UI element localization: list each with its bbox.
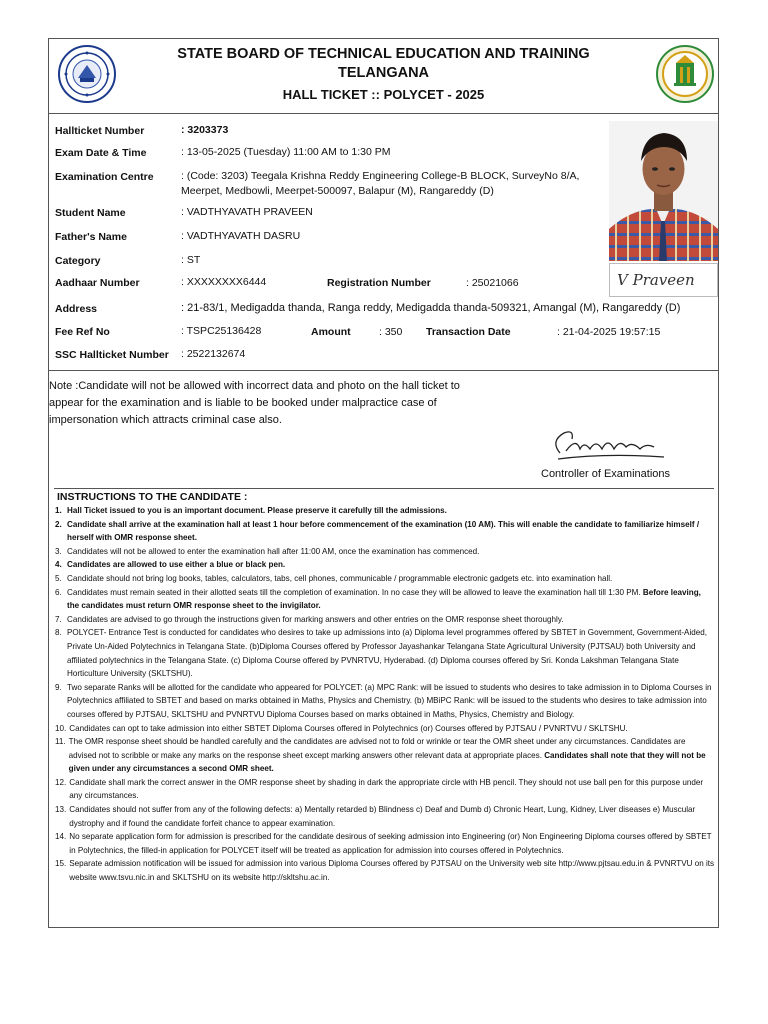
instruction-number: 4. xyxy=(55,560,62,570)
instruction-text: Separate admission notification will be issued for admission into various Diploma Courses offered by PJTSAU on the University web site http://www.pjtsau.edu.in & PVNRTVU on its website www.tsvu.nic.in and SKLTSHU on its website http://skltshu.ac.in. xyxy=(69,859,715,883)
instruction-item xyxy=(55,735,715,776)
instructions-title: INSTRUCTIONS TO THE CANDIDATE : xyxy=(57,491,248,503)
instruction-text-wrap xyxy=(69,735,715,776)
instruction-number: 7. xyxy=(55,614,62,624)
instruction-text: Candidates are allowed to use either a blue or black pen. xyxy=(67,560,286,570)
instruction-item xyxy=(55,586,715,613)
instruction-text: Two separate Ranks will be allotted for the candidate who appeared for POLYCET: (a) MPC Rank: will be issued to students who desires to take admission in to Diploma Courses in Polytechnics affiliated to SBTET and based on marks obtained in Maths, Physics and Chemistry. (b) MBiPC Rank: will be issued to the students who desires to take admission into courses offered by PJTSAU, SKLTSHU and PVNRTVU Diploma Courses based on marks obtained in Maths, Physics, Chemistry and Biology. xyxy=(67,682,712,719)
hall-ticket-sheet xyxy=(48,38,719,928)
instruction-number: 10. xyxy=(55,723,67,733)
instruction-item xyxy=(55,613,715,627)
instruction-number: 2. xyxy=(55,519,62,529)
instruction-item xyxy=(55,830,715,857)
registration-label: Registration Number xyxy=(327,277,431,289)
aadhaar-value: : XXXXXXXX6444 xyxy=(181,276,267,288)
instruction-number: 6. xyxy=(55,587,62,597)
instruction-bold-text: Candidates shall note that they will not be given under any circumstances a second OMR sheet. xyxy=(68,750,706,774)
instruction-number: 1. xyxy=(55,506,62,515)
amount-value: : 350 xyxy=(379,326,403,338)
instruction-text: Candidate should not bring log books, tables, calculators, tabs, cell phones, communicable / programmable electronic gadgets etc. into examination hall. xyxy=(67,573,613,583)
instruction-item xyxy=(55,722,715,736)
controller-of-examinations: Controller of Examinations xyxy=(541,468,671,480)
aadhaar-label: Aadhaar Number xyxy=(55,277,140,289)
instruction-text: Candidate shall mark the correct answer in the OMR response sheet by shading in dark the appropriate circle with HB pencil. They should not use ball pen for this purpose under any circumstances. xyxy=(69,777,704,801)
address-value: : 21-83/1, Medigadda thanda, Ranga reddy, Medigadda thanda-509321, Amangal (M), Rangareddy (D) xyxy=(181,302,681,314)
exam-centre-value: : (Code: 3203) Teegala Krishna Reddy Engineering College-B BLOCK, SurveyNo 8/A, Meerpet, Medbowli, Meerpet-500097, Balapur (M), Rangareddy (D) xyxy=(181,170,580,197)
instruction-text-wrap xyxy=(67,586,715,613)
instruction-item xyxy=(55,518,715,545)
instruction-number: 15. xyxy=(55,859,67,869)
instruction-text: Candidate shall arrive at the examination hall at least 1 hour before commencement of the examination (10 AM). This will enable the candidate to familiarize himself / herself with OMR response sheet. xyxy=(67,519,700,543)
category-label: Category xyxy=(55,255,101,267)
candidate-note: Note :Candidate will not be allowed with incorrect data and photo on the hall ticket to appear for the examination and is liable to be booked under malpractice case of impersonation which attracts criminal case also. xyxy=(49,380,460,426)
exam-date-value: : 13-05-2025 (Tuesday) 11:00 AM to 1:30 PM xyxy=(181,146,391,158)
instruction-number: 13. xyxy=(55,805,67,815)
fee-ref-label: Fee Ref No xyxy=(55,326,110,338)
instruction-text: Candidates must remain seated in their allotted seats till the completion of examination. In no case they will be allowed to leave the examination hall till 1:30 PM. xyxy=(67,587,641,597)
father-name-value: : VADTHYAVATH DASRU xyxy=(181,230,301,242)
amount-label: Amount xyxy=(311,326,351,338)
header xyxy=(49,39,718,114)
candidate-signature-text: V Praveen xyxy=(617,271,695,289)
sbtet-logo-icon xyxy=(58,45,116,103)
board-name: STATE BOARD OF TECHNICAL EDUCATION AND TRAINING xyxy=(177,46,590,62)
category-value: : ST xyxy=(181,254,201,266)
instruction-number: 14. xyxy=(55,832,67,842)
instruction-number: 11. xyxy=(55,737,66,747)
student-name-label: Student Name xyxy=(55,207,126,219)
ssc-value: : 2522132674 xyxy=(181,348,246,360)
instruction-number: 3. xyxy=(55,546,62,556)
father-name-label: Father's Name xyxy=(55,231,127,243)
candidate-photo xyxy=(609,121,718,261)
instruction-item xyxy=(55,803,715,830)
instruction-text: Hall Ticket issued to you is an important document. Please preserve it carefully till the admissions. xyxy=(67,506,447,515)
header-title-block xyxy=(129,45,638,105)
instruction-item xyxy=(55,857,715,884)
instruction-number: 12. xyxy=(55,777,67,787)
document-title: HALL TICKET :: POLYCET - 2025 xyxy=(282,87,485,102)
exam-date-label: Exam Date & Time xyxy=(55,147,147,159)
registration-value: : 25021066 xyxy=(466,277,519,289)
instruction-item xyxy=(55,545,715,559)
transaction-date-value: : 21-04-2025 19:57:15 xyxy=(557,326,661,338)
transaction-date-label: Transaction Date xyxy=(426,326,511,338)
telangana-emblem-icon xyxy=(656,45,714,103)
address-label: Address xyxy=(55,303,98,315)
hallticket-label: Hallticket Number xyxy=(55,125,145,137)
candidate-signature xyxy=(609,263,718,297)
instruction-item xyxy=(55,504,715,518)
instruction-text: No separate application form for admission is prescribed for the candidate desirous of seeking admission into Engineering (or) Non Engineering Diploma courses offered by SBTET in Polytechnics, the filled-in application for POLYCET itself will be treated as application for admission into courses offered in Polytechnics. xyxy=(69,832,712,855)
student-name-value: : VADTHYAVATH PRAVEEN xyxy=(181,206,313,218)
instruction-text: Candidates can opt to take admission into either SBTET Diploma Courses offered in Polytechnics (or) Courses offered by PJTSAU / PVNRTVU / SKLTSHU. xyxy=(69,723,628,733)
instructions-list xyxy=(55,504,715,885)
instruction-text: Candidates are advised to go through the instructions given for marking answers and other entries on the OMR response sheet thoroughly. xyxy=(67,614,564,624)
instruction-item xyxy=(55,572,715,586)
instruction-text: Candidates should not suffer from any of the following defects: a) Mentally retarded b) Blindness c) Deaf and Dumb d) Chronic Heart, Lung, Kidney, Liver diseases e) Muscular dystrophy and if found the candidate forfeit chance to appear examination. xyxy=(69,805,696,828)
instruction-item xyxy=(55,681,715,722)
state-name: TELANGANA xyxy=(337,65,430,81)
instruction-number: 5. xyxy=(55,573,62,583)
exam-centre-label: Examination Centre xyxy=(55,171,154,183)
instruction-item xyxy=(55,558,715,572)
instruction-item xyxy=(55,776,715,803)
instruction-text: The OMR response sheet should be handled carefully and the candidates are advised not to fold or wrinkle or tear the OMR sheet under any circumstances. Candidates are advised not to scribble or make any marks on the response sheet except marking answers other relevant data at appropriate places. xyxy=(68,737,686,760)
hallticket-value: : 3203373 xyxy=(181,124,229,136)
instruction-item xyxy=(55,626,715,680)
instructions-divider xyxy=(54,488,714,489)
fee-ref-value: : TSPC25136428 xyxy=(181,325,262,337)
instruction-number: 8. xyxy=(55,628,62,638)
instruction-text: Candidates will not be allowed to enter the examination hall after 11:00 AM, once the examination has commenced. xyxy=(67,546,480,556)
candidate-details xyxy=(49,115,718,371)
ssc-label: SSC Hallticket Number xyxy=(55,349,169,361)
instruction-number: 9. xyxy=(55,682,62,692)
instruction-text: POLYCET- Entrance Test is conducted for candidates who desires to take up admissions into (a) Diploma level programmes offered by SBTET in Government, Government-Aided, Private Un-Aided Polytechnics in Telangana State. (b)Diploma Courses offered by Professor Jayashankar Telangana State Agricultural University (PJTSAU) both University and affiliated polytechnics in the Telangana State. (c) Diploma Course offered by PVNRTVU, Hyderabad. (d) Diploma courses offered by Sri. Konda Lakshman Telangana State Horticulture University (SKLTSHU). xyxy=(67,628,708,679)
instruction-bold-text: Before leaving, the candidates must return OMR response sheet to the invigilator. xyxy=(67,587,701,611)
controller-signature-image xyxy=(546,423,676,467)
